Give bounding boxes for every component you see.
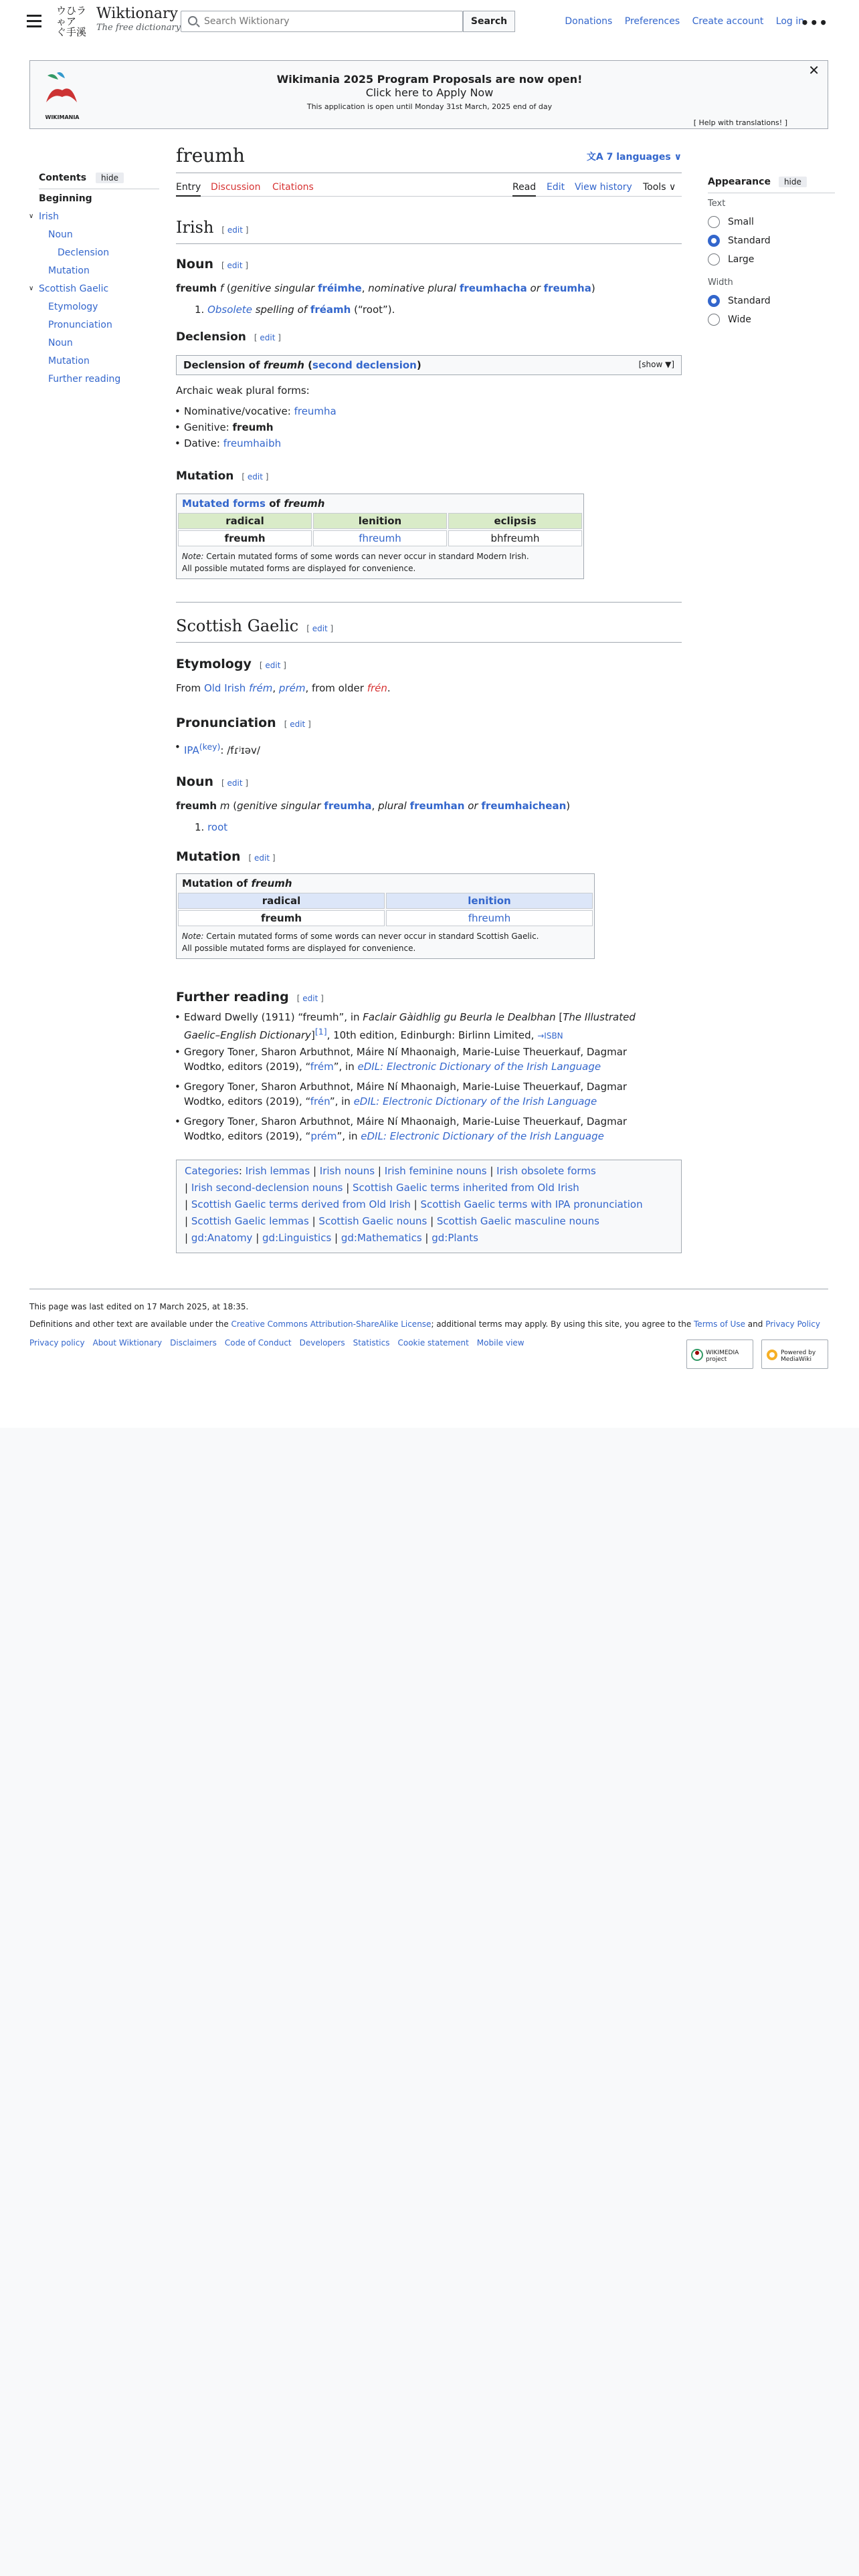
external-link[interactable]: prém <box>310 1130 337 1142</box>
form-value: freumh <box>232 421 274 433</box>
width-label: Width <box>708 278 733 288</box>
work-link[interactable]: eDIL: Electronic Dictionary of the Irish Language <box>357 1061 601 1073</box>
badge-text: WIKIMEDIA project <box>706 1350 739 1363</box>
definition-link[interactable]: root <box>207 821 228 833</box>
toc-item-noun[interactable] <box>48 338 73 348</box>
external-link[interactable]: [1] <box>314 1027 327 1037</box>
category-link[interactable]: gd:Mathematics <box>341 1232 422 1244</box>
tab-citations[interactable]: Citations <box>272 182 314 193</box>
toc-item-beginning[interactable]: Beginning <box>39 193 92 204</box>
footer-link[interactable]: Code of Conduct <box>224 1338 292 1348</box>
tab-entry[interactable]: Entry <box>176 182 201 197</box>
logo-glyph: 手 <box>66 26 77 38</box>
mutation-table <box>176 873 595 959</box>
logo-glyph: ラ <box>76 5 87 17</box>
main-menu-icon[interactable] <box>27 15 41 28</box>
footer-link[interactable]: Mobile view <box>476 1338 524 1348</box>
banner-subtext: This application is open until Monday 31st March, 2025 end of day <box>306 102 553 111</box>
caption-word: freumh <box>251 877 292 889</box>
ipa-transcription: : /fɾʲɪəv/ <box>220 744 260 756</box>
headword: freumh <box>176 282 217 294</box>
preferences-link[interactable]: Preferences <box>624 16 680 27</box>
appearance-title: Appearance <box>708 177 771 187</box>
edit-link[interactable]: [ edit ] <box>284 720 311 729</box>
tab-discussion[interactable]: Discussion <box>211 182 261 193</box>
column-header: radical <box>178 513 312 529</box>
section-heading-irish <box>176 218 248 237</box>
footer-link[interactable]: Disclaimers <box>170 1338 217 1348</box>
search-icon <box>188 16 197 25</box>
heading-text: Noun <box>176 257 214 272</box>
footer-link[interactable]: About Wiktionary <box>92 1338 163 1348</box>
section-heading-etymology <box>176 657 286 671</box>
toc-item-irish[interactable] <box>29 211 59 222</box>
site-tagline: The free dictionary <box>96 23 181 33</box>
categories-link[interactable]: Categories <box>185 1165 239 1177</box>
heading-text: Mutation <box>176 849 241 864</box>
reference-item: • Gregory Toner, Sharon Arbuthnot, Máire Ní Mhaonaigh, Marie-Luise Theuerkauf, Dagmar Wodtko, editors (2019), “frém”, in eDIL: Electronic Dictionary of the Irish Language <box>184 1045 627 1074</box>
table-cell: bhfreumh <box>448 530 582 546</box>
footer-link[interactable]: Statistics <box>353 1338 390 1348</box>
heading-text: Irish <box>176 218 214 237</box>
radio-label: Small <box>728 217 754 227</box>
language-link[interactable]: Old Irish <box>203 682 246 694</box>
mediawiki-badge[interactable] <box>761 1339 828 1369</box>
toc-item-label: Noun <box>48 229 73 240</box>
logo-glyph: ア <box>66 15 77 27</box>
inflection-link[interactable]: freumha <box>543 282 591 294</box>
reference-item: • Gregory Toner, Sharon Arbuthnot, Máire Ní Mhaonaigh, Marie-Luise Theuerkauf, Dagmar Wodtko, editors (2019), “frén”, in eDIL: Electronic Dictionary of the Irish Language <box>184 1079 627 1109</box>
or-text: or <box>530 282 541 294</box>
inflection-label: genitive singular <box>230 282 315 294</box>
work-link[interactable]: eDIL: Electronic Dictionary of the Irish Language <box>353 1095 597 1107</box>
tools-label: Tools <box>643 182 666 193</box>
inflection-label: nominative plural <box>368 282 457 294</box>
heading-text: Scottish Gaelic <box>176 617 299 635</box>
categories-box: Categories: Irish lemmas | Irish nouns | Irish feminine nouns | Irish obsolete forms | Irish second-declension nouns | Scottish Gaelic terms inherited from Old Irish | Scottish Gaelic terms derived from Old Irish | Scottish Gaelic terms with IPA pronunciation | Scottish Gaelic lemmas | Scottish Gaelic nouns | Scottish Gaelic masculine nouns | gd:Anatomy | gd:Linguistics | gd:Mathematics | gd:Plants <box>176 1160 682 1253</box>
section-heading-mutation <box>176 849 276 864</box>
inflection-label: genitive singular <box>237 800 321 812</box>
category-link[interactable]: Scottish Gaelic terms with IPA pronunciation <box>420 1198 643 1210</box>
translate-icon: 文A <box>586 152 603 163</box>
external-link[interactable]: frén <box>310 1095 330 1107</box>
chevron-down-icon[interactable]: ∨ <box>29 213 34 220</box>
category-link[interactable]: Scottish Gaelic terms derived from Old Irish <box>191 1198 411 1210</box>
table-note: Note: Certain mutated forms of some words can never occur in standard Modern Irish. All possible mutated forms are displayed for convenience. <box>182 552 529 573</box>
search-input[interactable] <box>204 14 432 29</box>
inflection-link[interactable]: fréimhe <box>317 282 362 294</box>
edit-link[interactable]: [ edit ] <box>306 624 334 633</box>
table-caption: Mutated forms of freumh <box>182 498 325 510</box>
reference-item: • Gregory Toner, Sharon Arbuthnot, Máire Ní Mhaonaigh, Marie-Luise Theuerkauf, Dagmar Wodtko, editors (2019), “prém”, in eDIL: Electronic Dictionary of the Irish Language <box>184 1114 627 1144</box>
toc-item-mutation[interactable] <box>48 265 90 276</box>
toc-item-noun[interactable] <box>48 229 73 240</box>
wikimania-logo-text: WIKIMANIA <box>45 114 80 120</box>
toc-item-label: Irish <box>39 211 59 222</box>
form-link[interactable]: freumha <box>294 405 337 417</box>
table-of-contents <box>29 173 159 385</box>
chevron-down-icon: ∨ <box>668 182 676 193</box>
gender: f <box>219 282 224 294</box>
heading-text: Noun <box>176 774 214 789</box>
search-box[interactable] <box>181 11 463 32</box>
edit-link[interactable]: [ edit ] <box>221 261 249 270</box>
heading-text: Declension <box>176 330 246 344</box>
radio-width-standard[interactable] <box>708 295 720 307</box>
or-text: or <box>468 800 478 812</box>
create-account-link[interactable]: Create account <box>692 16 764 27</box>
tools-menu[interactable] <box>643 182 676 193</box>
edit-link[interactable]: [ edit ] <box>248 853 276 863</box>
banner-help-link[interactable]: [ Help with translations! ] <box>693 118 787 127</box>
table-cell-link[interactable]: fhreumh <box>386 910 593 926</box>
logo-glyph: ゃ <box>56 15 67 27</box>
work-link[interactable]: eDIL: Electronic Dictionary of the Irish Language <box>361 1130 604 1142</box>
column-header: radical <box>178 893 385 909</box>
toc-item-mutation[interactable] <box>48 356 90 366</box>
section-heading-noun <box>176 257 248 272</box>
show-button[interactable]: [show ▼] <box>638 360 674 369</box>
language-switcher[interactable] <box>587 150 682 163</box>
tab-read[interactable]: Read <box>512 182 536 197</box>
category-link[interactable]: Scottish Gaelic masculine nouns <box>436 1215 599 1227</box>
toc-item-label: Scottish Gaelic <box>39 284 109 294</box>
inflection-link[interactable]: freumhacha <box>459 282 527 294</box>
box-word: freumh <box>263 359 304 371</box>
headword: freumh <box>176 800 217 812</box>
definition-1: 1. root <box>195 821 228 833</box>
radio-label: Standard <box>728 235 771 246</box>
category-link[interactable]: Irish obsolete forms <box>496 1165 596 1177</box>
section-heading-scottish-gaelic <box>176 617 333 635</box>
ipa-link[interactable]: IPA <box>184 744 199 756</box>
text-size-label: Text <box>708 199 726 209</box>
donations-link[interactable]: Donations <box>565 16 613 27</box>
license-link[interactable]: Creative Commons Attribution-ShareAlike License <box>231 1319 432 1329</box>
external-link[interactable]: frém <box>310 1061 334 1073</box>
chevron-down-icon: ∨ <box>674 152 682 163</box>
footer-link[interactable]: Cookie statement <box>397 1338 469 1348</box>
toc-item-pronunciation[interactable] <box>48 320 112 330</box>
mutated-forms-link[interactable]: Mutated forms <box>182 498 266 510</box>
radio-text-standard[interactable] <box>708 235 720 247</box>
form-label: Genitive: <box>184 421 229 433</box>
radio-label: Large <box>728 254 755 265</box>
site-name[interactable]: Wiktionary <box>96 5 178 22</box>
headword-line: freumh m (genitive singular freumha, plural freumhan or freumhaichean) <box>176 800 571 812</box>
wikimedia-logo-icon <box>691 1349 703 1361</box>
column-header-link[interactable]: lenition <box>386 893 593 909</box>
toc-item-label: Noun <box>48 338 73 348</box>
isbn-link[interactable]: →ISBN <box>537 1031 563 1041</box>
toc-item-label: Mutation <box>48 265 90 276</box>
reference-item: • Edward Dwelly (1911) “freumh”, in Faclair Gàidhlig gu Beurla le Dealbhan [The Illustrated Gaelic–English Dictionary][1], 10th edition, Edinburgh: Birlinn Limited, →ISBN <box>184 1010 636 1043</box>
site-notice-banner <box>29 60 828 129</box>
toc-item-further-reading[interactable] <box>48 374 120 385</box>
privacy-link[interactable]: Privacy Policy <box>765 1319 820 1329</box>
table-caption: Mutation of freumh <box>182 877 292 889</box>
heading-text: Further reading <box>176 990 289 1004</box>
toc-item-label: Declension <box>58 247 110 258</box>
edit-link[interactable]: [ edit ] <box>221 778 249 788</box>
declension-link[interactable]: second declension <box>312 359 417 371</box>
edit-link[interactable]: [ edit ] <box>296 994 324 1003</box>
toc-item-label: Pronunciation <box>48 320 112 330</box>
column-header: lenition <box>313 513 447 529</box>
edit-link[interactable]: [ edit ] <box>254 333 281 342</box>
list-item <box>184 404 337 419</box>
mutation-table <box>176 494 584 579</box>
pronunciation-item <box>184 740 260 758</box>
toc-item-declension[interactable] <box>58 247 109 258</box>
radio-width-wide[interactable] <box>708 314 720 326</box>
banner-headline: Wikimania 2025 Program Proposals are now open! <box>276 73 583 86</box>
inflection-link[interactable]: freumhan <box>409 800 465 812</box>
column-header: eclipsis <box>448 513 582 529</box>
page-title: freumh <box>176 144 245 167</box>
headword-line: freumh f (genitive singular fréimhe, nominative plural freumhacha or freumha) <box>176 282 595 294</box>
page-tabs <box>176 178 682 197</box>
section-heading-declension <box>176 330 281 344</box>
logo-glyph: ぐ <box>56 26 67 38</box>
toc-item-scottish-gaelic[interactable] <box>29 284 109 294</box>
heading-text: Mutation <box>176 469 234 483</box>
tab-view-history[interactable]: View history <box>575 182 632 193</box>
footer-link[interactable]: Developers <box>299 1338 345 1348</box>
toc-item-label: Mutation <box>48 356 90 366</box>
site-logo-icon[interactable] <box>56 5 90 39</box>
logo-glyph: ひ <box>66 5 77 17</box>
declension-box[interactable]: Declension of freumh (second declension) [show ▼] <box>176 355 682 375</box>
toc-hide-button[interactable]: hide <box>96 173 124 183</box>
login-link[interactable]: Log in <box>775 16 804 27</box>
logo-glyph: 溪 <box>76 26 87 38</box>
toc-title: Contents <box>39 173 87 183</box>
target-link[interactable]: fréamh <box>310 304 351 316</box>
logo-glyph: ウ <box>56 5 67 17</box>
personal-tools <box>555 16 804 27</box>
term-link[interactable]: frém <box>249 682 273 694</box>
category-link[interactable]: Irish feminine nouns <box>384 1165 487 1177</box>
box-title: Declension of <box>183 359 260 371</box>
definition-text: spelling of <box>255 304 308 316</box>
terms-link[interactable]: Terms of Use <box>694 1319 745 1329</box>
list-item <box>184 420 274 435</box>
edit-link[interactable]: [ edit ] <box>221 225 249 235</box>
table-cell: freumh <box>178 530 312 546</box>
caption-word: freumh <box>284 498 325 510</box>
banner-cta-link[interactable]: Click here to Apply Now <box>365 86 494 99</box>
radio-label: Wide <box>728 314 751 325</box>
definition-1: 1. Obsolete spelling of fréamh (“root”). <box>195 304 395 316</box>
chevron-down-icon[interactable]: ∨ <box>29 285 34 292</box>
etymology-text: From Old Irish frém, prém, from older frén. <box>176 682 391 694</box>
footer-links <box>29 1338 533 1348</box>
heading-text: Pronunciation <box>176 716 276 730</box>
list-item <box>184 436 281 451</box>
category-link[interactable]: Scottish Gaelic nouns <box>318 1215 427 1227</box>
category-link[interactable]: gd:Plants <box>432 1232 478 1244</box>
archaic-intro: Archaic weak plural forms: <box>176 385 310 397</box>
mediawiki-logo-icon <box>766 1349 778 1361</box>
footer-link[interactable]: Privacy policy <box>29 1338 85 1348</box>
inflection-label: plural <box>378 800 407 812</box>
wikimedia-badge[interactable] <box>686 1339 753 1369</box>
appearance-panel <box>708 177 835 325</box>
radio-label: Standard <box>728 296 771 306</box>
section-heading-further-reading <box>176 990 324 1004</box>
edit-link[interactable]: [ edit ] <box>259 661 286 670</box>
toc-item-etymology[interactable] <box>48 302 98 312</box>
last-edited: This page was last edited on 17 March 2025, at 18:35. <box>29 1302 249 1311</box>
category-link[interactable]: gd:Anatomy <box>191 1232 253 1244</box>
form-label: Dative: <box>184 437 220 449</box>
term-link[interactable]: prém <box>278 682 306 694</box>
label-link[interactable]: Obsolete <box>207 304 252 316</box>
table-cell-link[interactable]: fhreumh <box>313 530 447 546</box>
inflection-link[interactable]: freumha <box>324 800 372 812</box>
language-count: 7 languages <box>606 152 671 163</box>
appearance-hide-button[interactable]: hide <box>779 177 807 187</box>
search-button[interactable]: Search <box>463 11 515 32</box>
category-link[interactable]: Irish nouns <box>319 1165 375 1177</box>
category-link[interactable]: gd:Linguistics <box>262 1232 332 1244</box>
radio-text-large[interactable] <box>708 253 720 265</box>
section-heading-pronunciation <box>176 716 311 730</box>
inflection-link[interactable]: freumhaichean <box>481 800 567 812</box>
form-link[interactable]: freumhaibh <box>223 437 282 449</box>
tab-edit[interactable]: Edit <box>547 182 565 193</box>
category-link[interactable]: Scottish Gaelic terms inherited from Old Irish <box>353 1182 579 1194</box>
edit-link[interactable]: [ edit ] <box>242 472 269 481</box>
toc-item-label: Further reading <box>48 374 121 385</box>
site-header <box>0 0 859 47</box>
table-cell: freumh <box>178 910 385 926</box>
gender: m <box>219 800 230 812</box>
gloss: (“root”). <box>354 304 395 316</box>
ipa-key-link[interactable]: (key) <box>199 742 221 752</box>
badge-text: Powered by MediaWiki <box>781 1350 816 1363</box>
radio-text-small[interactable] <box>708 216 720 228</box>
category-link[interactable]: Scottish Gaelic lemmas <box>191 1215 309 1227</box>
license-text: Definitions and other text are available under the Creative Commons Attribution-ShareAlike License; additional terms may apply. By using this site, you agree to the Terms of Use and Privacy Policy <box>29 1319 820 1329</box>
red-term-link[interactable]: frén <box>367 682 387 694</box>
heading-text: Etymology <box>176 657 252 671</box>
section-heading-mutation <box>176 469 268 483</box>
category-link[interactable]: Irish lemmas <box>245 1165 310 1177</box>
more-options-icon[interactable]: ••• <box>800 15 828 31</box>
table-note: Note: Certain mutated forms of some words can never occur in standard Scottish Gaelic. All possible mutated forms are displayed for convenience. <box>182 932 539 953</box>
form-label: Nominative/vocative: <box>184 405 291 417</box>
toc-item-label: Etymology <box>48 302 98 312</box>
close-icon[interactable]: ✕ <box>808 62 820 78</box>
category-link[interactable]: Irish second-declension nouns <box>191 1182 343 1194</box>
section-heading-noun <box>176 774 248 789</box>
